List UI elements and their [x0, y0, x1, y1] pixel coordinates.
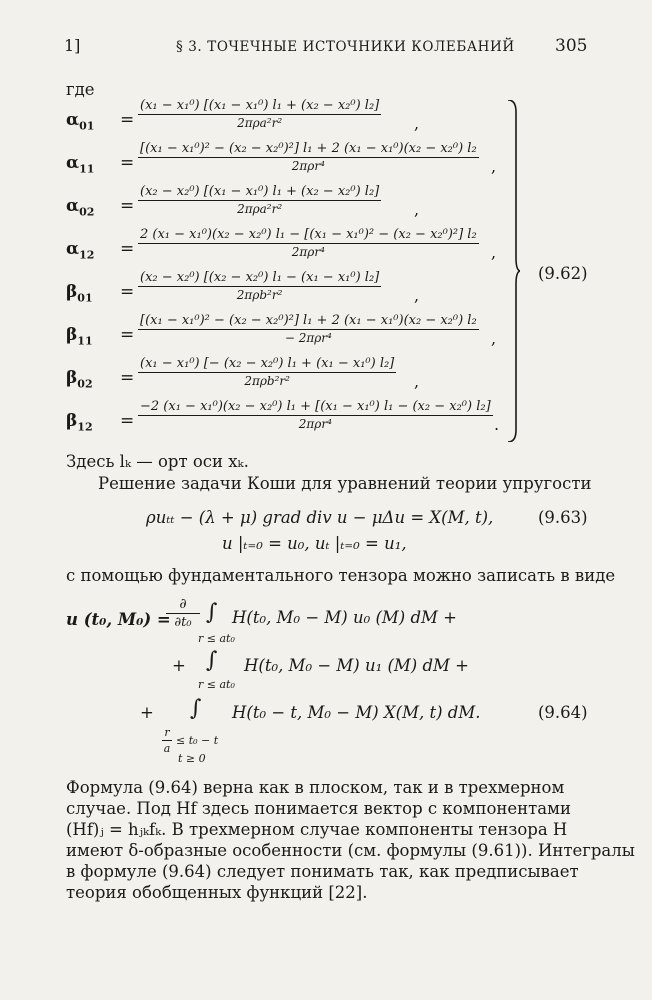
punctuation: ,: [414, 114, 420, 133]
paragraph-line: случае. Под Hf здесь понимается вектор с компонентами: [66, 799, 571, 818]
eq-964-term1: H(t₀, M₀ − M) u₀ (M) dM +: [232, 608, 457, 627]
integral-limit: ≤ t₀ − t: [176, 734, 219, 747]
limit-denominator: a: [163, 742, 171, 755]
numerator: [(x₁ − x₁⁰)² − (x₂ − x₂⁰)²] l₁ + 2 (x₁ − x₁⁰)(x₂ − x₂⁰) l₂: [140, 313, 477, 328]
punctuation: .: [494, 415, 500, 434]
equation-number-9-62: (9.62): [538, 264, 588, 283]
numerator: 2 (x₁ − x₁⁰)(x₂ − x₂⁰) l₁ − [(x₁ − x₁⁰)² − (x₂ − x₂⁰)²] l₂: [140, 227, 477, 242]
numerator: [(x₁ − x₁⁰)² − (x₂ − x₂⁰)²] l₁ + 2 (x₁ − x₁⁰)(x₂ − x₂⁰) l₂: [140, 141, 477, 156]
right-brace-icon: [506, 100, 520, 442]
paragraph-line: имеют δ-образные особенности (см. формулы (9.61)). Интегралы: [66, 841, 635, 860]
header-section-ref: 1]: [64, 36, 81, 55]
integral-sign: ∫: [206, 648, 218, 673]
formula-lhs: $\beta_{02}$: [66, 368, 93, 391]
equals-sign: =: [120, 411, 135, 431]
paragraph-line: (Hf)ⱼ = hⱼₖfₖ. В трехмерном случае компоненты тензора H: [66, 820, 568, 839]
punctuation: ,: [414, 200, 420, 219]
formula-lhs: $\alpha_{11}$: [66, 153, 95, 176]
plus-sign: +: [172, 656, 186, 675]
formula-lhs: $\alpha_{01}$: [66, 110, 95, 133]
formula-row: [66, 356, 506, 400]
denominator: 2πρb²r²: [244, 374, 290, 388]
integral-limit: r ≤ at₀: [198, 678, 235, 691]
punctuation: ,: [414, 372, 420, 391]
numerator: (x₁ − x₁⁰) [(x₁ − x₁⁰) l₁ + (x₂ − x₂⁰) l₂]: [140, 98, 380, 113]
eq-964-term2: H(t₀, M₀ − M) u₁ (M) dM +: [244, 656, 469, 675]
numerator: (x₂ − x₂⁰) [(x₂ − x₂⁰) l₁ − (x₁ − x₁⁰) l₂]: [140, 270, 380, 285]
fraction: [138, 356, 396, 388]
formula-row: [66, 313, 506, 357]
denominator: − 2πρr⁴: [284, 331, 332, 345]
fraction: [138, 141, 479, 173]
denominator: 2πρa²r²: [237, 202, 283, 216]
equals-sign: =: [120, 239, 135, 259]
fraction: [138, 399, 493, 431]
formula-lhs: $\alpha_{12}$: [66, 239, 95, 262]
eq-964-term3: H(t₀ − t, M₀ − M) X(M, t) dM.: [232, 703, 481, 722]
formula-row: [66, 399, 506, 443]
deriv-numerator: ∂: [179, 596, 187, 612]
numerator: (x₂ − x₂⁰) [(x₁ − x₁⁰) l₁ + (x₂ − x₂⁰) l₂]: [140, 184, 380, 199]
formula-lhs: $\beta_{01}$: [66, 282, 93, 305]
fraction: [138, 227, 479, 259]
integral-limit: t ≥ 0: [178, 752, 206, 765]
formula-lhs: $\beta_{12}$: [66, 411, 93, 434]
denominator: 2πρr⁴: [298, 417, 332, 431]
formula-row: [66, 227, 506, 271]
formula-lhs: $\alpha_{02}$: [66, 196, 95, 219]
paragraph-line: Формула (9.64) верна как в плоском, так и в трехмерном: [66, 778, 565, 797]
denominator: 2πρr⁴: [291, 245, 325, 259]
fraction: [138, 270, 381, 302]
limit-numerator: r: [164, 726, 170, 739]
paragraph-line: в формуле (9.64) следует понимать так, как предписывает: [66, 862, 579, 881]
equals-sign: =: [120, 282, 135, 302]
time-derivative: [166, 596, 200, 630]
equals-sign: =: [120, 110, 135, 130]
integral-limit: r ≤ at₀: [198, 632, 235, 645]
formula-row: [66, 270, 506, 314]
denominator: 2πρa²r²: [237, 116, 283, 130]
tensor-intro: с помощью фундаментального тензора можно записать в виде: [66, 566, 616, 585]
formula-row: [66, 184, 506, 228]
denominator: 2πρr⁴: [291, 159, 325, 173]
equals-sign: =: [120, 325, 135, 345]
formula-lhs: $\beta_{11}$: [66, 325, 93, 348]
header-title: § 3. ТОЧЕЧНЫЕ ИСТОЧНИКИ КОЛЕБАНИЙ: [176, 39, 515, 55]
equation-9-63-line1: ρuₜₜ − (λ + μ) grad div u − μΔu = X(M, t),: [146, 508, 494, 527]
integral-sign: ∫: [190, 696, 202, 721]
plus-sign: +: [140, 703, 154, 722]
integral-sign: ∫: [206, 600, 218, 625]
eq-964-lhs: u (t₀, M₀) =: [66, 610, 171, 629]
fraction: [138, 98, 381, 130]
equation-number-9-64: (9.64): [538, 703, 588, 722]
fraction: [138, 313, 479, 345]
punctuation: ,: [414, 286, 420, 305]
denominator: 2πρb²r²: [236, 288, 283, 302]
cauchy-intro: Решение задачи Коши для уравнений теории упругости: [98, 474, 592, 493]
limit-fraction: [162, 726, 172, 755]
paragraph-line: теория обобщенных функций [22].: [66, 883, 368, 902]
numerator: (x₁ − x₁⁰) [− (x₂ − x₂⁰) l₁ + (x₁ − x₁⁰) l₂]: [140, 356, 395, 371]
page-number: 305: [555, 36, 588, 56]
numerator: −2 (x₁ − x₁⁰)(x₂ − x₂⁰) l₁ + [(x₁ − x₁⁰) l₁ − (x₂ − x₂⁰) l₂]: [140, 399, 491, 414]
equals-sign: =: [120, 153, 135, 173]
here-line: Здесь lₖ — орт оси xₖ.: [66, 452, 249, 471]
equals-sign: =: [120, 196, 135, 216]
equation-number-9-63: (9.63): [538, 508, 588, 527]
punctuation: ,: [491, 157, 497, 176]
formula-row: [66, 141, 506, 185]
formula-row: [66, 98, 506, 142]
punctuation: ,: [491, 329, 497, 348]
punctuation: ,: [491, 243, 497, 262]
fraction: [138, 184, 381, 216]
intro-word: где: [66, 80, 95, 99]
deriv-denominator: ∂t₀: [174, 615, 192, 630]
equation-9-63-line2: u |ₜ₌₀ = u₀, uₜ |ₜ₌₀ = u₁,: [222, 534, 407, 553]
equals-sign: =: [120, 368, 135, 388]
